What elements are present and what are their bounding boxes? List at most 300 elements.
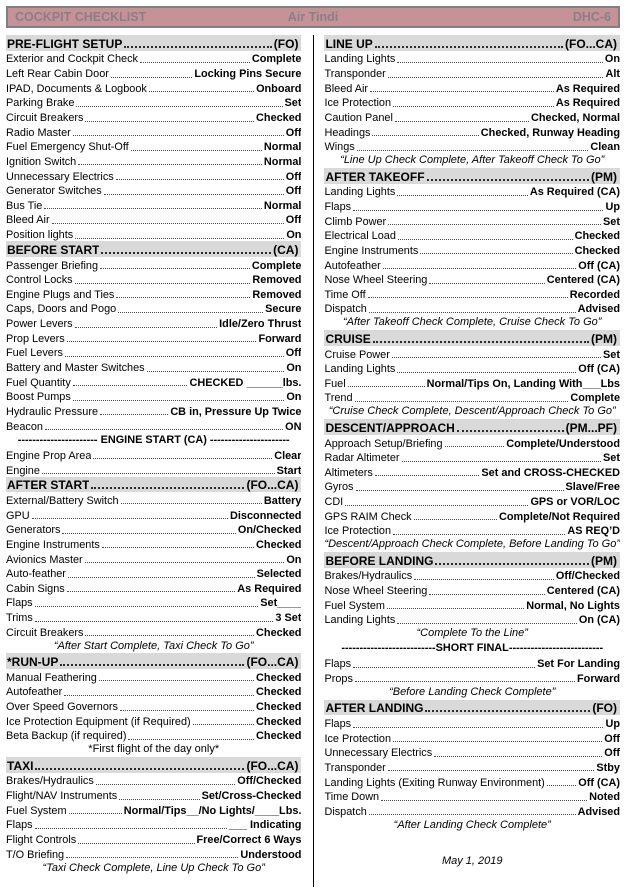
section-header bbox=[324, 419, 620, 435]
dot-leader bbox=[392, 357, 601, 358]
dot-leader bbox=[414, 579, 554, 580]
note: “Cruise Check Complete, Descent/Approach Check To Go” bbox=[328, 405, 616, 418]
section-crew-tag: (FO...CA) bbox=[246, 655, 299, 670]
item-value: Off bbox=[285, 214, 302, 227]
dot-leader bbox=[120, 710, 254, 711]
item-value: Checked bbox=[256, 538, 302, 551]
note: May 1, 2019 bbox=[441, 854, 503, 867]
item-value: Set bbox=[284, 97, 302, 110]
checklist-item bbox=[6, 51, 301, 66]
item-value: As Required bbox=[555, 82, 620, 95]
dot-leader bbox=[353, 727, 603, 728]
note: “After Landing Check Complete” bbox=[393, 818, 551, 831]
item-label: Landing Lights bbox=[324, 363, 396, 376]
item-label: Hydraulic Pressure bbox=[6, 405, 98, 418]
section-header bbox=[6, 35, 301, 51]
item-label: Landing Lights bbox=[324, 186, 396, 199]
section-title: CRUISE bbox=[325, 331, 371, 346]
item-value: Slave/Free bbox=[565, 481, 620, 494]
item-label: Beta Backup (if required) bbox=[6, 730, 127, 743]
item-value: Set bbox=[603, 215, 620, 228]
dot-leader bbox=[100, 268, 250, 269]
item-label: Ice Protection bbox=[324, 97, 392, 110]
item-value: Complete bbox=[570, 392, 620, 405]
section-title: AFTER LANDING bbox=[325, 701, 424, 716]
checklist-item bbox=[6, 595, 301, 610]
inline-section-divider: ---------------------- ENGINE START (CA) ---------------------- bbox=[17, 433, 290, 446]
item-value: Checked bbox=[574, 244, 620, 257]
section-title: BEFORE LANDING bbox=[325, 553, 434, 568]
item-label: Nose Wheel Steering bbox=[324, 274, 428, 287]
dot-leader bbox=[345, 505, 528, 506]
dot-leader bbox=[388, 770, 595, 771]
checklist-item bbox=[6, 139, 301, 154]
item-value: Off bbox=[285, 126, 302, 139]
item-value: Recorded bbox=[569, 288, 620, 301]
item-value: Off (CA) bbox=[578, 259, 620, 272]
checklist-item bbox=[324, 139, 620, 154]
note: “Taxi Check Complete, Line Up Check To Go” bbox=[42, 861, 265, 874]
item-label: Control Locks bbox=[6, 274, 73, 287]
item-label: Fuel bbox=[324, 377, 346, 390]
item-value: Checked, Runway Heading bbox=[480, 126, 620, 139]
dot-leader bbox=[96, 784, 236, 785]
dot-leader bbox=[121, 503, 262, 504]
item-value: Disconnected bbox=[230, 509, 302, 522]
item-label: Avionics Master bbox=[6, 553, 83, 566]
item-value: Off bbox=[604, 747, 620, 760]
checklist-item bbox=[324, 390, 620, 405]
item-value: Complete bbox=[251, 53, 302, 66]
dot-leader bbox=[111, 77, 192, 78]
item-value: Set and CROSS-CHECKED bbox=[481, 466, 620, 479]
note: “Before Landing Check Complete” bbox=[389, 685, 556, 698]
item-label: Autofeather bbox=[324, 259, 381, 272]
item-label: Ice Protection Equipment (if Required) bbox=[6, 715, 191, 728]
checklist-item bbox=[6, 418, 301, 433]
dot-leader bbox=[73, 400, 285, 401]
checklist-item bbox=[324, 464, 620, 479]
item-label: IPAD, Documents & Logbook bbox=[6, 82, 147, 95]
item-value: Up bbox=[605, 201, 620, 213]
checklist-item bbox=[6, 551, 301, 566]
item-label: Flaps bbox=[324, 658, 352, 671]
item-value: Off bbox=[285, 185, 302, 198]
item-value: On (CA) bbox=[578, 614, 620, 627]
dot-leader bbox=[193, 724, 254, 725]
section-header bbox=[6, 653, 301, 669]
note: *First flight of the day only* bbox=[88, 743, 220, 756]
item-value: Normal/Tips On, Landing With___Lbs bbox=[426, 377, 620, 390]
item-label: Flaps bbox=[6, 597, 33, 610]
item-value: Advised bbox=[577, 303, 620, 316]
dot-leader bbox=[118, 312, 263, 313]
dot-leader bbox=[128, 739, 254, 740]
section-header bbox=[6, 757, 301, 773]
section-crew-tag: (FO...CA) bbox=[565, 36, 617, 51]
item-value: GPS or VOR/LOC bbox=[530, 496, 620, 509]
checklist-item bbox=[324, 346, 620, 361]
item-label: Dispatch bbox=[324, 303, 367, 316]
checklist-item bbox=[6, 345, 301, 360]
item-value: Battery bbox=[263, 494, 302, 507]
section-header bbox=[324, 700, 620, 716]
item-label: Electrical Load bbox=[324, 230, 396, 243]
checklist-item bbox=[6, 315, 301, 330]
checklist-item bbox=[6, 669, 301, 684]
dot-leader bbox=[73, 385, 188, 386]
dot-leader bbox=[383, 268, 577, 269]
item-label: Flight/NAV Instruments bbox=[6, 790, 118, 803]
item-value: Advised bbox=[577, 805, 620, 818]
checklist-item bbox=[6, 183, 301, 198]
checklist-item bbox=[324, 493, 620, 508]
item-label: Bleed Air bbox=[324, 82, 369, 95]
checklist-item bbox=[6, 330, 301, 345]
item-label: Battery and Master Switches bbox=[6, 362, 145, 375]
item-value: Forward bbox=[258, 332, 302, 345]
checklist-item bbox=[6, 507, 301, 522]
dot-leader bbox=[370, 91, 554, 92]
item-label: Engine bbox=[6, 464, 40, 477]
dot-leader bbox=[42, 473, 275, 474]
dot-leader bbox=[68, 577, 255, 578]
dot-leader bbox=[85, 635, 254, 636]
section-crew-tag: (FO...CA) bbox=[246, 758, 299, 773]
columns-container bbox=[6, 35, 620, 887]
checklist-item bbox=[6, 624, 301, 639]
dot-leader bbox=[62, 533, 235, 534]
item-value: Checked, Normal bbox=[531, 112, 620, 124]
item-value: Normal/Tips__/No Lights/____Lbs. bbox=[123, 804, 302, 817]
item-value: Free/Correct 6 Ways bbox=[196, 834, 302, 847]
dot-leader bbox=[388, 224, 601, 225]
dot-leader bbox=[381, 800, 587, 801]
item-label: Caps, Doors and Pogo bbox=[6, 303, 117, 316]
checklist-item bbox=[324, 286, 620, 301]
item-label: Fuel Quantity bbox=[6, 376, 71, 389]
column-left bbox=[6, 35, 306, 887]
item-label: Climb Power bbox=[324, 215, 387, 228]
checklist-item bbox=[6, 728, 301, 743]
item-value: Checked bbox=[256, 730, 302, 743]
checklist-item bbox=[324, 301, 620, 316]
dot-leader bbox=[357, 150, 589, 151]
dot-leader bbox=[375, 46, 563, 48]
item-label: Flight Controls bbox=[6, 834, 77, 847]
item-value: 3 Set bbox=[275, 612, 302, 625]
item-label: Time Off bbox=[324, 288, 366, 301]
item-label: Left Rear Cabin Door bbox=[6, 68, 109, 81]
checklist-item bbox=[6, 787, 301, 802]
note: “Descent/Approach Check Complete, Before Landing To Go” bbox=[324, 538, 620, 551]
item-label: CDI bbox=[324, 496, 344, 509]
dot-leader bbox=[393, 106, 554, 107]
item-value: Checked bbox=[256, 715, 302, 728]
dot-leader bbox=[375, 475, 480, 476]
item-value: Removed bbox=[252, 288, 302, 301]
checklist-item bbox=[324, 450, 620, 465]
item-label: Ice Protection bbox=[324, 732, 392, 745]
item-label: Landing Lights (Exiting Runway Environment) bbox=[324, 776, 545, 789]
dot-leader bbox=[395, 121, 529, 122]
item-label: Power Levers bbox=[6, 318, 73, 331]
checklist-item bbox=[324, 774, 620, 789]
dot-leader bbox=[368, 297, 568, 298]
item-label: Engine Instruments bbox=[324, 244, 419, 257]
item-label: Bus Tie bbox=[6, 199, 43, 212]
checklist-item bbox=[6, 286, 301, 301]
checklist-item bbox=[6, 389, 301, 404]
section-header bbox=[6, 241, 301, 257]
note: “Line Up Check Complete, After Takeoff Check To Go” bbox=[340, 154, 605, 167]
item-value: Centered (CA) bbox=[546, 585, 620, 598]
dot-leader bbox=[99, 680, 254, 681]
checklist-item bbox=[324, 65, 620, 80]
item-label: Brakes/Hydraulics bbox=[324, 570, 413, 583]
dot-leader bbox=[52, 223, 284, 224]
item-label: Gyros bbox=[324, 481, 354, 494]
item-label: Manual Feathering bbox=[6, 671, 97, 684]
dot-leader bbox=[140, 62, 250, 63]
item-value: On bbox=[286, 553, 302, 566]
item-value: Off bbox=[285, 170, 302, 183]
note: “After Start Complete, Taxi Check To Go” bbox=[53, 639, 254, 652]
checklist-item bbox=[324, 568, 620, 583]
item-label: Fuel System bbox=[6, 804, 67, 817]
dot-leader bbox=[373, 341, 589, 343]
section-title: LINE UP bbox=[325, 36, 373, 51]
item-value: Checked bbox=[256, 626, 302, 639]
item-value: Off/Checked bbox=[555, 570, 620, 583]
checklist-item bbox=[6, 272, 301, 287]
item-label: Prop Levers bbox=[6, 332, 65, 345]
item-label: Nose Wheel Steering bbox=[324, 585, 428, 598]
section-crew-tag: (PM) bbox=[591, 331, 617, 346]
checklist-item bbox=[6, 846, 301, 861]
item-label: Circuit Breakers bbox=[6, 626, 84, 639]
item-label: Fuel Levers bbox=[6, 347, 63, 360]
section-crew-tag: (FO) bbox=[273, 36, 299, 51]
checklist-item bbox=[324, 184, 620, 199]
dot-leader bbox=[353, 210, 603, 211]
section-header bbox=[324, 552, 620, 568]
item-value: Complete/Not Required bbox=[498, 510, 620, 523]
item-value: Removed bbox=[252, 274, 302, 287]
section-title: AFTER START bbox=[7, 478, 90, 493]
checklist-item bbox=[324, 523, 620, 538]
item-value: Centered (CA) bbox=[546, 274, 620, 287]
dot-leader bbox=[78, 164, 262, 165]
dot-leader bbox=[402, 461, 602, 462]
item-value: Off (CA) bbox=[578, 363, 620, 376]
airline-name: Air Tindi bbox=[287, 10, 339, 24]
item-label: Radio Master bbox=[6, 126, 71, 139]
item-label: Headings bbox=[324, 126, 371, 139]
checklist-item bbox=[324, 612, 620, 627]
item-label: Engine Plugs and Ties bbox=[6, 288, 115, 301]
item-label: Parking Brake bbox=[6, 97, 75, 110]
checklist-item bbox=[324, 715, 620, 730]
item-value: Normal bbox=[263, 155, 302, 168]
checklist-item bbox=[324, 508, 620, 523]
item-label: Caution Panel bbox=[324, 112, 393, 124]
dot-leader bbox=[60, 664, 244, 666]
item-label: Landing Lights bbox=[324, 614, 396, 627]
dot-leader bbox=[427, 179, 589, 181]
item-label: Boost Pumps bbox=[6, 391, 71, 404]
item-label: Bleed Air bbox=[6, 214, 50, 227]
checklist-item bbox=[324, 272, 620, 287]
checklist-item bbox=[324, 228, 620, 243]
note: “After Takeoff Check Complete, Cruise Check To Go” bbox=[343, 316, 602, 329]
section-header bbox=[324, 35, 620, 51]
item-value: CB in, Pressure Up Twice bbox=[170, 405, 302, 418]
item-value: Up bbox=[605, 718, 620, 731]
checklist-item bbox=[6, 698, 301, 713]
item-value: Checked bbox=[256, 686, 302, 699]
dot-leader bbox=[76, 106, 282, 107]
item-label: Landing Lights bbox=[324, 53, 396, 66]
checklist-item bbox=[324, 51, 620, 66]
item-value: Clear bbox=[274, 449, 302, 462]
item-value: Set/Cross-Checked bbox=[201, 790, 302, 803]
item-label: Trims bbox=[6, 612, 33, 625]
item-label: Fuel Emergency Shut-Off bbox=[6, 141, 129, 154]
checklist-item bbox=[6, 492, 301, 507]
item-value: Complete/Understood bbox=[506, 437, 620, 450]
item-value: Normal, No Lights bbox=[526, 599, 620, 612]
dot-leader bbox=[35, 606, 259, 607]
item-label: Flaps bbox=[324, 201, 352, 213]
section-crew-tag: (PM) bbox=[591, 169, 617, 184]
item-label: Unnecessary Electrics bbox=[324, 747, 433, 760]
checklist-item bbox=[324, 109, 620, 124]
dot-leader bbox=[102, 547, 254, 548]
dot-leader bbox=[116, 297, 250, 298]
dot-leader bbox=[35, 621, 274, 622]
item-value: Set____ bbox=[260, 597, 302, 610]
checklist-item bbox=[324, 198, 620, 213]
dot-leader bbox=[124, 46, 271, 48]
item-value: On bbox=[286, 391, 302, 404]
item-label: Fuel System bbox=[324, 599, 385, 612]
dot-leader bbox=[348, 386, 425, 387]
item-value: Normal bbox=[263, 199, 302, 212]
dot-leader bbox=[372, 135, 478, 136]
dot-leader bbox=[420, 253, 572, 254]
section-header bbox=[6, 477, 301, 493]
dot-leader bbox=[119, 799, 199, 800]
dot-leader bbox=[425, 710, 590, 712]
item-label: Engine Instruments bbox=[6, 538, 100, 551]
dot-leader bbox=[369, 312, 576, 313]
section-crew-tag: (FO) bbox=[592, 701, 617, 716]
checklist-item bbox=[6, 522, 301, 537]
checklist-item bbox=[324, 124, 620, 139]
dot-leader bbox=[85, 562, 285, 563]
item-value: Checked bbox=[256, 112, 302, 124]
section-title: TAXI bbox=[7, 758, 34, 773]
item-label: Approach Setup/Briefing bbox=[324, 437, 443, 450]
checklist-item bbox=[6, 257, 301, 272]
item-value: Forward bbox=[577, 672, 620, 685]
item-value: As Required (CA) bbox=[529, 186, 620, 199]
checklist-item bbox=[324, 80, 620, 95]
section-title: PRE-FLIGHT SETUP bbox=[7, 36, 123, 51]
dot-leader bbox=[75, 238, 284, 239]
checklist-item bbox=[6, 536, 301, 551]
dot-leader bbox=[435, 563, 589, 565]
checklist-item bbox=[6, 359, 301, 374]
checklist-item bbox=[324, 361, 620, 376]
item-value: Stby bbox=[596, 761, 620, 774]
dot-leader bbox=[388, 77, 604, 78]
checklist-item bbox=[324, 789, 620, 804]
dot-leader bbox=[355, 401, 569, 402]
item-value: Clean bbox=[590, 141, 620, 154]
section-title: *RUN-UP bbox=[7, 655, 59, 670]
item-value: Off/Checked bbox=[237, 775, 302, 788]
dot-leader bbox=[78, 843, 194, 844]
item-label: Engine Prop Area bbox=[6, 449, 92, 462]
item-label: Time Down bbox=[324, 791, 380, 804]
item-label: Auto-feather bbox=[6, 568, 66, 581]
item-label: Autofeather bbox=[6, 686, 63, 699]
item-value: Selected bbox=[256, 568, 302, 581]
checklist-item bbox=[324, 597, 620, 612]
item-label: Circuit Breakers bbox=[6, 112, 84, 124]
item-label: Flaps bbox=[324, 718, 352, 731]
section-title: BEFORE START bbox=[7, 242, 100, 257]
dot-leader bbox=[355, 681, 575, 682]
dot-leader bbox=[66, 857, 238, 858]
item-label: Ice Protection bbox=[324, 525, 392, 538]
dot-leader bbox=[147, 371, 285, 372]
item-label: Transponder bbox=[324, 68, 386, 81]
dot-leader bbox=[397, 62, 603, 63]
dot-leader bbox=[393, 534, 565, 535]
item-label: Cabin Signs bbox=[6, 582, 65, 595]
dot-leader bbox=[73, 135, 284, 136]
checklist-item bbox=[324, 479, 620, 494]
checklist-item bbox=[324, 375, 620, 390]
dot-leader bbox=[91, 487, 244, 489]
inline-section-divider: --------------------------SHORT FINAL-------------------------- bbox=[341, 642, 604, 655]
item-value: Checked bbox=[256, 671, 302, 684]
item-value: Set bbox=[603, 452, 620, 465]
item-value: On bbox=[286, 362, 302, 375]
item-value: ON bbox=[285, 420, 302, 433]
checklist-item bbox=[324, 670, 620, 685]
section-crew-tag: (PM...PF) bbox=[565, 420, 617, 435]
item-value: AS REQ’D bbox=[567, 525, 620, 538]
checklist-item bbox=[6, 168, 301, 183]
section-crew-tag: (PM) bbox=[591, 553, 617, 568]
dot-leader bbox=[67, 591, 236, 592]
dot-leader bbox=[64, 695, 254, 696]
dot-leader bbox=[65, 356, 284, 357]
dot-leader bbox=[397, 623, 577, 624]
checklist-item bbox=[6, 212, 301, 227]
dot-leader bbox=[356, 490, 564, 491]
item-label: Ignition Switch bbox=[6, 155, 77, 168]
checklist-item bbox=[324, 242, 620, 257]
checklist-item bbox=[6, 374, 301, 389]
item-value: On/Checked bbox=[237, 524, 302, 537]
checklist-item bbox=[6, 226, 301, 241]
item-value: Locking Pins Secure bbox=[194, 68, 302, 81]
